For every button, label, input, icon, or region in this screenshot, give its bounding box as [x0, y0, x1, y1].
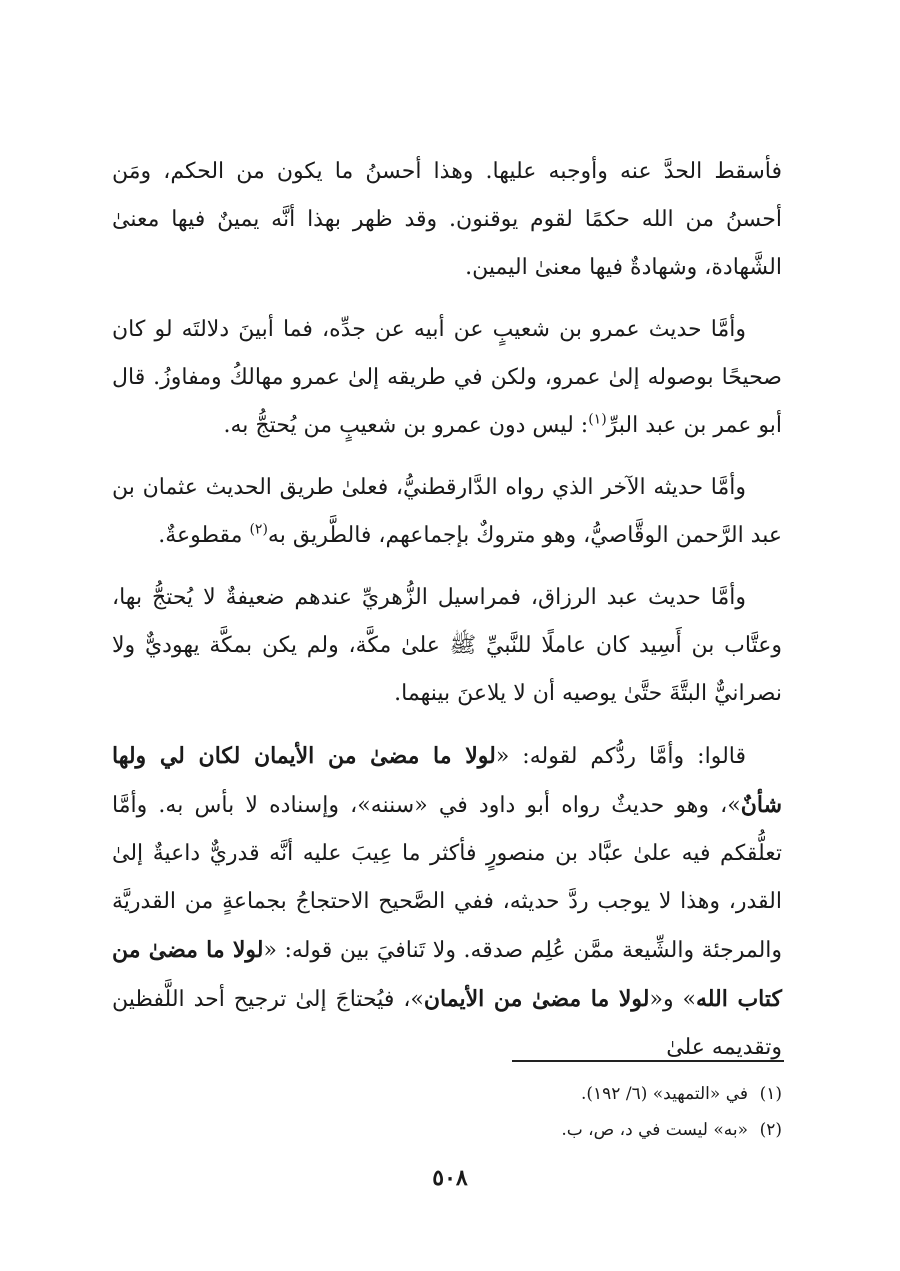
- paragraph-text: وأمَّا حديث عبد الرزاق، فمراسيل الزُّهريِّ عندهم ضعيفةٌ لا يُحتجُّ بها، وعتَّاب بن أَسِيد كان عاملًا للنَّبيِّ ﷺ علىٰ مكَّة، ولم يكن بمكَّة يهوديٌّ ولا نصرانيٌّ البتَّةَ حتَّىٰ يوصيه أن لا يلاعنَ بينهما.: [112, 585, 782, 706]
- paragraph-text: »، فيُحتاجَ إلىٰ ترجيح أحد اللَّفظين وتقديمه علىٰ: [112, 987, 782, 1060]
- paragraph-text: وأمَّا حديث عمرو بن شعيبٍ عن أبيه عن جدِّه، فما أبينَ دلالتَه لو كان صحيحًا بوصوله إلىٰ عمرو، ولكن في طريقه إلىٰ عمرو مهالكُ ومفاوزُ. قال أبو عمر بن عبد البرِّ: [112, 317, 782, 438]
- page-number: ٥٠٨: [432, 1165, 468, 1191]
- paragraph: [112, 464, 782, 560]
- footnotes: [112, 1076, 782, 1148]
- paragraph-text: وأمَّا حديثه الآخر الذي رواه الدَّارقطنيُّ، فعلىٰ طريق الحديث عثمان بن عبد الرَّحمن الوقَّاصيُّ، وهو متروكٌ بإجماعهم، فالطَّريق به: [112, 475, 782, 548]
- paragraph-text: فأسقط الحدَّ عنه وأوجبه عليها. وهذا أحسنُ ما يكون من الحكم، ومَن أحسنُ من الله حكمًا لقوم يوقنون. وقد ظهر بهذا أنَّه يمينٌ فيها معنىٰ الشَّهادة، وشهادةٌ فيها معنىٰ اليمين.: [112, 159, 782, 280]
- footnote-number: (٢): [759, 1120, 782, 1140]
- paragraph: [112, 148, 782, 292]
- paragraph: [112, 732, 782, 1072]
- footnote: [112, 1076, 782, 1112]
- footnote-separator: [512, 1060, 784, 1062]
- main-text: [112, 148, 782, 1086]
- paragraph: [112, 306, 782, 450]
- paragraph-text: مقطوعةٌ.: [158, 523, 250, 548]
- footnote-text: في «التمهيد» (٦/ ١٩٢).: [580, 1084, 748, 1104]
- paragraph-text: »، وهو حديثٌ رواه أبو داود في «سننه»، وإسناده لا بأس به. وأمَّا تعلُّقكم فيه علىٰ عبَّاد بن منصورٍ فأكثر ما عِيبَ عليه أنَّه قدريٌّ داعيةٌ إلىٰ القدر، وهذا لا يوجب ردَّ حديثه، ففي الصَّحيح الاحتجاجُ بجماعةٍ من القدريَّة والمرجئة والشِّيعة ممَّن عُلِم صدقه. ولا تَنافيَ بين قوله: «: [112, 793, 783, 963]
- footnote-number: (١): [759, 1084, 782, 1104]
- quoted-hadith-text: لولا ما مضىٰ من الأيمان: [423, 986, 650, 1012]
- paragraph-text: قالوا: وأمَّا ردُّكم لقوله: «: [495, 744, 746, 769]
- quoted-hadith-text: لولا ما مضىٰ من كتاب الله: [112, 937, 782, 1012]
- footnote-text: «به» ليست في د، ص، ب.: [561, 1120, 748, 1140]
- paragraph: [112, 574, 782, 718]
- footnote: [112, 1112, 782, 1148]
- quoted-hadith-text: لولا ما مضىٰ من الأيمان لكان لي ولها شأنٌ: [112, 743, 782, 818]
- footnote-reference: (١): [588, 411, 607, 428]
- paragraph-text: » و«: [649, 987, 696, 1012]
- paragraph-text: : ليس دون عمرو بن شعيبٍ من يُحتجُّ به.: [223, 413, 589, 438]
- footnote-reference: (٢): [249, 521, 268, 538]
